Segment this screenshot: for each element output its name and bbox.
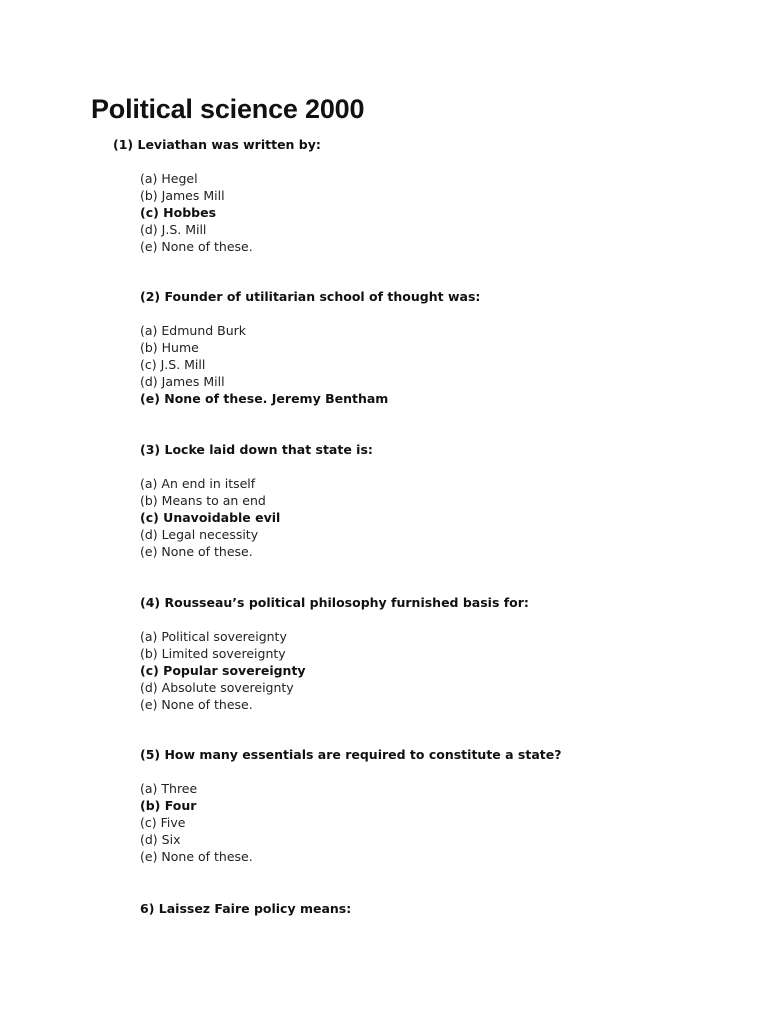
option-a: (a) Three bbox=[140, 781, 198, 796]
option-a: (a) Political sovereignty bbox=[140, 629, 287, 644]
option-d: (d) James Mill bbox=[140, 374, 225, 389]
option-e: (e) None of these. bbox=[140, 544, 253, 559]
option-list bbox=[140, 780, 253, 865]
option-list bbox=[140, 475, 280, 560]
option-c: (c) Popular sovereignty bbox=[140, 663, 306, 678]
option-list bbox=[140, 322, 388, 407]
option-a: (a) An end in itself bbox=[140, 476, 256, 491]
option-b: (b) James Mill bbox=[140, 188, 225, 203]
question-text: (4) Rousseau’s political philosophy furnished basis for: bbox=[140, 595, 529, 610]
question-text: 6) Laissez Faire policy means: bbox=[140, 901, 352, 916]
option-e: (e) None of these. Jeremy Bentham bbox=[140, 391, 389, 406]
question-text: (5) How many essentials are required to constitute a state? bbox=[140, 747, 562, 762]
page-title: Political science 2000 bbox=[91, 94, 365, 124]
option-e: (e) None of these. bbox=[140, 239, 253, 254]
option-d: (d) J.S. Mill bbox=[140, 222, 207, 237]
option-b: (b) Limited sovereignty bbox=[140, 646, 286, 661]
option-e: (e) None of these. bbox=[140, 849, 253, 864]
question-text: (3) Locke laid down that state is: bbox=[140, 442, 373, 457]
option-list bbox=[140, 628, 306, 713]
option-b: (b) Means to an end bbox=[140, 493, 266, 508]
option-d: (d) Legal necessity bbox=[140, 527, 259, 542]
option-b: (b) Four bbox=[140, 798, 197, 813]
option-c: (c) Hobbes bbox=[140, 205, 217, 220]
option-list bbox=[140, 170, 253, 255]
option-b: (b) Hume bbox=[140, 340, 199, 355]
option-a: (a) Edmund Burk bbox=[140, 323, 247, 338]
option-a: (a) Hegel bbox=[140, 171, 198, 186]
option-d: (d) Six bbox=[140, 832, 181, 847]
option-c: (c) Five bbox=[140, 815, 186, 830]
option-d: (d) Absolute sovereignty bbox=[140, 680, 294, 695]
option-c: (c) Unavoidable evil bbox=[140, 510, 281, 525]
option-e: (e) None of these. bbox=[140, 697, 253, 712]
question-text: (1) Leviathan was written by: bbox=[113, 137, 321, 152]
question-text: (2) Founder of utilitarian school of thought was: bbox=[140, 289, 481, 304]
option-c: (c) J.S. Mill bbox=[140, 357, 206, 372]
